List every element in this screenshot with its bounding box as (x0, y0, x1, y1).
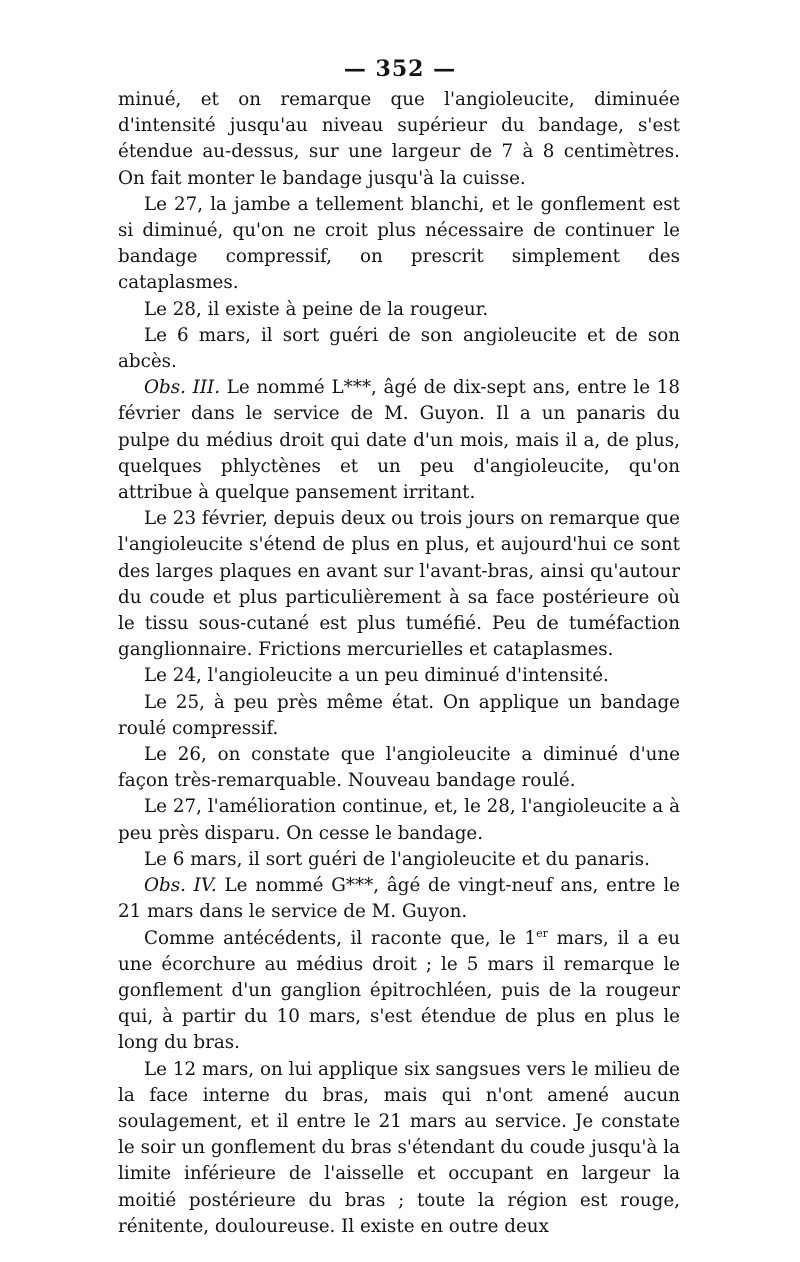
superscript: er (536, 926, 548, 940)
paragraph-text: Le nommé L***, âgé de dix-sept ans, entre le 18 février dans le service de M. Guyon. Il a un panaris du pulpe du médius droit qui date d'un mois, mais il a, de plus, quelques phlyctènes et un peu d'angioleucite, qu'on attribue à quelque pansement irritant. (118, 377, 680, 504)
paragraph (118, 87, 680, 192)
paragraph (118, 690, 680, 742)
paragraph (118, 192, 680, 297)
paragraph (118, 847, 680, 873)
paragraph-text: Le 12 mars, on lui applique six sangsues vers le milieu de la face interne du bras, mais qui n'ont amené aucun soulagement, et il entre le 21 mars au service. Je constate le soir un gonflement du bras s'étendant du coude jusqu'à la limite inférieure de l'aisselle et occupant en largeur la moitié postérieure du bras ; toute la région est rouge, rénitente, douloureuse. Il existe en outre deux (118, 1058, 680, 1237)
paragraph (118, 506, 680, 663)
paragraph-text: Comme antécédents, il raconte que, le 1 (144, 927, 537, 949)
paragraph-text: Le 27, l'amélioration continue, et, le 28, l'angioleucite a à peu près disparu. On cesse le bandage. (118, 796, 680, 844)
paragraph-text: mars, il a eu une écorchure au médius droit ; le 5 mars il remarque le gonflement d'un ganglion épitrochléen, puis de la rougeur qui, à partir du 10 mars, s'est étendue de plus en plus le long du bras. (118, 927, 680, 1054)
paragraph (118, 375, 680, 506)
paragraph-text: Le 6 mars, il sort guéri de l'angioleucite et du panaris. (144, 848, 650, 870)
paragraph (118, 926, 680, 1057)
paragraph (118, 323, 680, 375)
observation-label: Obs. IV. (144, 875, 217, 897)
paragraph (118, 1057, 680, 1240)
paragraph-text: Le nommé G***, âgé de vingt-neuf ans, entre le 21 mars dans le service de M. Guyon. (118, 875, 680, 923)
paragraph-text: Le 23 février, depuis deux ou trois jours on remarque que l'angioleucite s'étend de plus en plus, et aujourd'hui ce sont des larges plaques en avant sur l'avant-bras, ainsi qu'autour du coude et plus particulièrement à sa face postérieure où le tissu sous-cutané est plus tuméfié. Peu de tuméfaction ganglionnaire. Frictions mercurielles et cataplasmes. (118, 508, 680, 661)
paragraph (118, 742, 680, 794)
paragraph (118, 663, 680, 689)
paragraph-text: Le 25, à peu près même état. On applique un bandage roulé compressif. (118, 691, 680, 739)
paragraph-text: Le 24, l'angioleucite a un peu diminué d'intensité. (144, 665, 609, 687)
observation-label: Obs. III. (144, 377, 221, 399)
body-text (118, 87, 680, 1240)
paragraph-text: Le 28, il existe à peine de la rougeur. (144, 298, 489, 320)
paragraph-text: Le 27, la jambe a tellement blanchi, et le gonflement est si diminué, qu'on ne croit plus nécessaire de continuer le bandage compressif, on prescrit simplement des cataplasmes. (118, 193, 680, 294)
paragraph (118, 794, 680, 846)
paragraph-text: Le 26, on constate que l'angioleucite a diminué d'une façon très-remarquable. Nouveau bandage roulé. (118, 744, 680, 792)
paragraph (118, 297, 680, 323)
paragraph-text: Le 6 mars, il sort guéri de son angioleucite et de son abcès. (118, 324, 680, 373)
paragraph (118, 873, 680, 925)
paragraph-text: minué, et on remarque que l'angioleucite, diminuée d'intensité jusqu'au niveau supérieur du bandage, s'est étendue au-dessus, sur une largeur de 7 à 8 centimètres. On fait monter le bandage jusqu'à la cuisse. (118, 89, 680, 189)
page-number: — 352 — (343, 56, 457, 82)
